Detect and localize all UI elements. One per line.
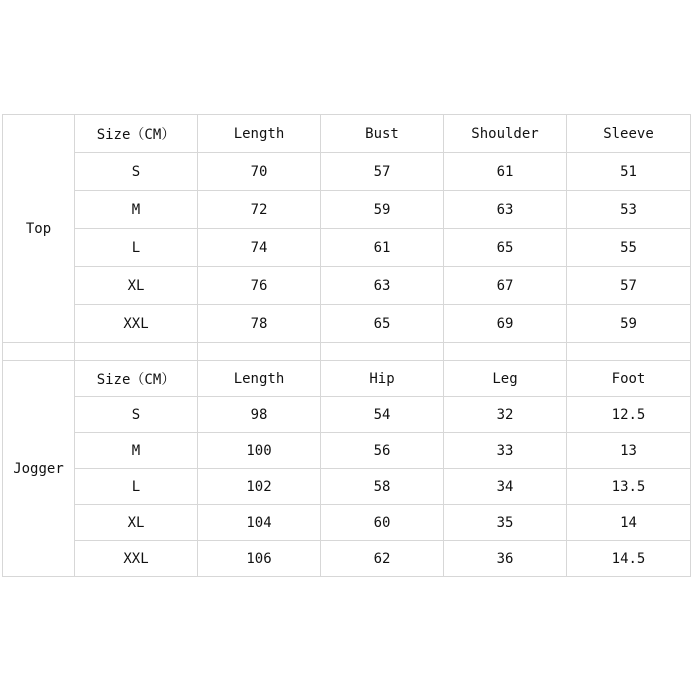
value-cell: 35 [444, 505, 567, 541]
value-cell: 13 [567, 433, 691, 469]
size-cell: S [75, 153, 198, 191]
value-cell: 56 [321, 433, 444, 469]
value-cell: 106 [198, 541, 321, 577]
size-cell: M [75, 191, 198, 229]
empty-cell [444, 343, 567, 361]
table-row [3, 469, 691, 505]
value-cell: 61 [321, 229, 444, 267]
value-cell: 55 [567, 229, 691, 267]
value-cell: 33 [444, 433, 567, 469]
table-row [3, 397, 691, 433]
size-cell: L [75, 469, 198, 505]
size-cell: L [75, 229, 198, 267]
value-cell: 98 [198, 397, 321, 433]
value-cell: 13.5 [567, 469, 691, 505]
top-header-size: Size（CM） [75, 115, 198, 153]
value-cell: 57 [321, 153, 444, 191]
top-section-label: Top [3, 115, 75, 343]
value-cell: 36 [444, 541, 567, 577]
value-cell: 63 [321, 267, 444, 305]
top-header-shoulder: Shoulder [444, 115, 567, 153]
value-cell: 32 [444, 397, 567, 433]
value-cell: 78 [198, 305, 321, 343]
jogger-header-length: Length [198, 361, 321, 397]
value-cell: 104 [198, 505, 321, 541]
empty-cell [567, 343, 691, 361]
value-cell: 65 [321, 305, 444, 343]
value-cell: 12.5 [567, 397, 691, 433]
table-row [3, 505, 691, 541]
empty-cell [3, 343, 75, 361]
jogger-header-size: Size（CM） [75, 361, 198, 397]
top-header-row [3, 115, 691, 153]
value-cell: 14 [567, 505, 691, 541]
value-cell: 34 [444, 469, 567, 505]
empty-cell [75, 343, 198, 361]
value-cell: 69 [444, 305, 567, 343]
size-cell: XL [75, 267, 198, 305]
value-cell: 58 [321, 469, 444, 505]
jogger-section-label: Jogger [3, 361, 75, 577]
value-cell: 14.5 [567, 541, 691, 577]
value-cell: 57 [567, 267, 691, 305]
empty-cell [321, 343, 444, 361]
jogger-header-foot: Foot [567, 361, 691, 397]
table-row [3, 541, 691, 577]
size-cell: XL [75, 505, 198, 541]
jogger-header-row [3, 361, 691, 397]
value-cell: 59 [321, 191, 444, 229]
value-cell: 74 [198, 229, 321, 267]
table-row [3, 267, 691, 305]
section-divider-row [3, 343, 691, 361]
value-cell: 76 [198, 267, 321, 305]
value-cell: 102 [198, 469, 321, 505]
value-cell: 70 [198, 153, 321, 191]
size-cell: S [75, 397, 198, 433]
value-cell: 100 [198, 433, 321, 469]
value-cell: 63 [444, 191, 567, 229]
value-cell: 67 [444, 267, 567, 305]
top-header-length: Length [198, 115, 321, 153]
size-cell: XXL [75, 541, 198, 577]
table-row [3, 153, 691, 191]
value-cell: 54 [321, 397, 444, 433]
value-cell: 65 [444, 229, 567, 267]
value-cell: 72 [198, 191, 321, 229]
table-row [3, 433, 691, 469]
size-cell: XXL [75, 305, 198, 343]
table-row [3, 305, 691, 343]
jogger-header-hip: Hip [321, 361, 444, 397]
empty-cell [198, 343, 321, 361]
value-cell: 61 [444, 153, 567, 191]
size-chart-table [2, 114, 691, 577]
value-cell: 60 [321, 505, 444, 541]
value-cell: 62 [321, 541, 444, 577]
value-cell: 59 [567, 305, 691, 343]
table-row [3, 191, 691, 229]
top-header-sleeve: Sleeve [567, 115, 691, 153]
top-header-bust: Bust [321, 115, 444, 153]
jogger-header-leg: Leg [444, 361, 567, 397]
value-cell: 51 [567, 153, 691, 191]
size-cell: M [75, 433, 198, 469]
table-row [3, 229, 691, 267]
value-cell: 53 [567, 191, 691, 229]
